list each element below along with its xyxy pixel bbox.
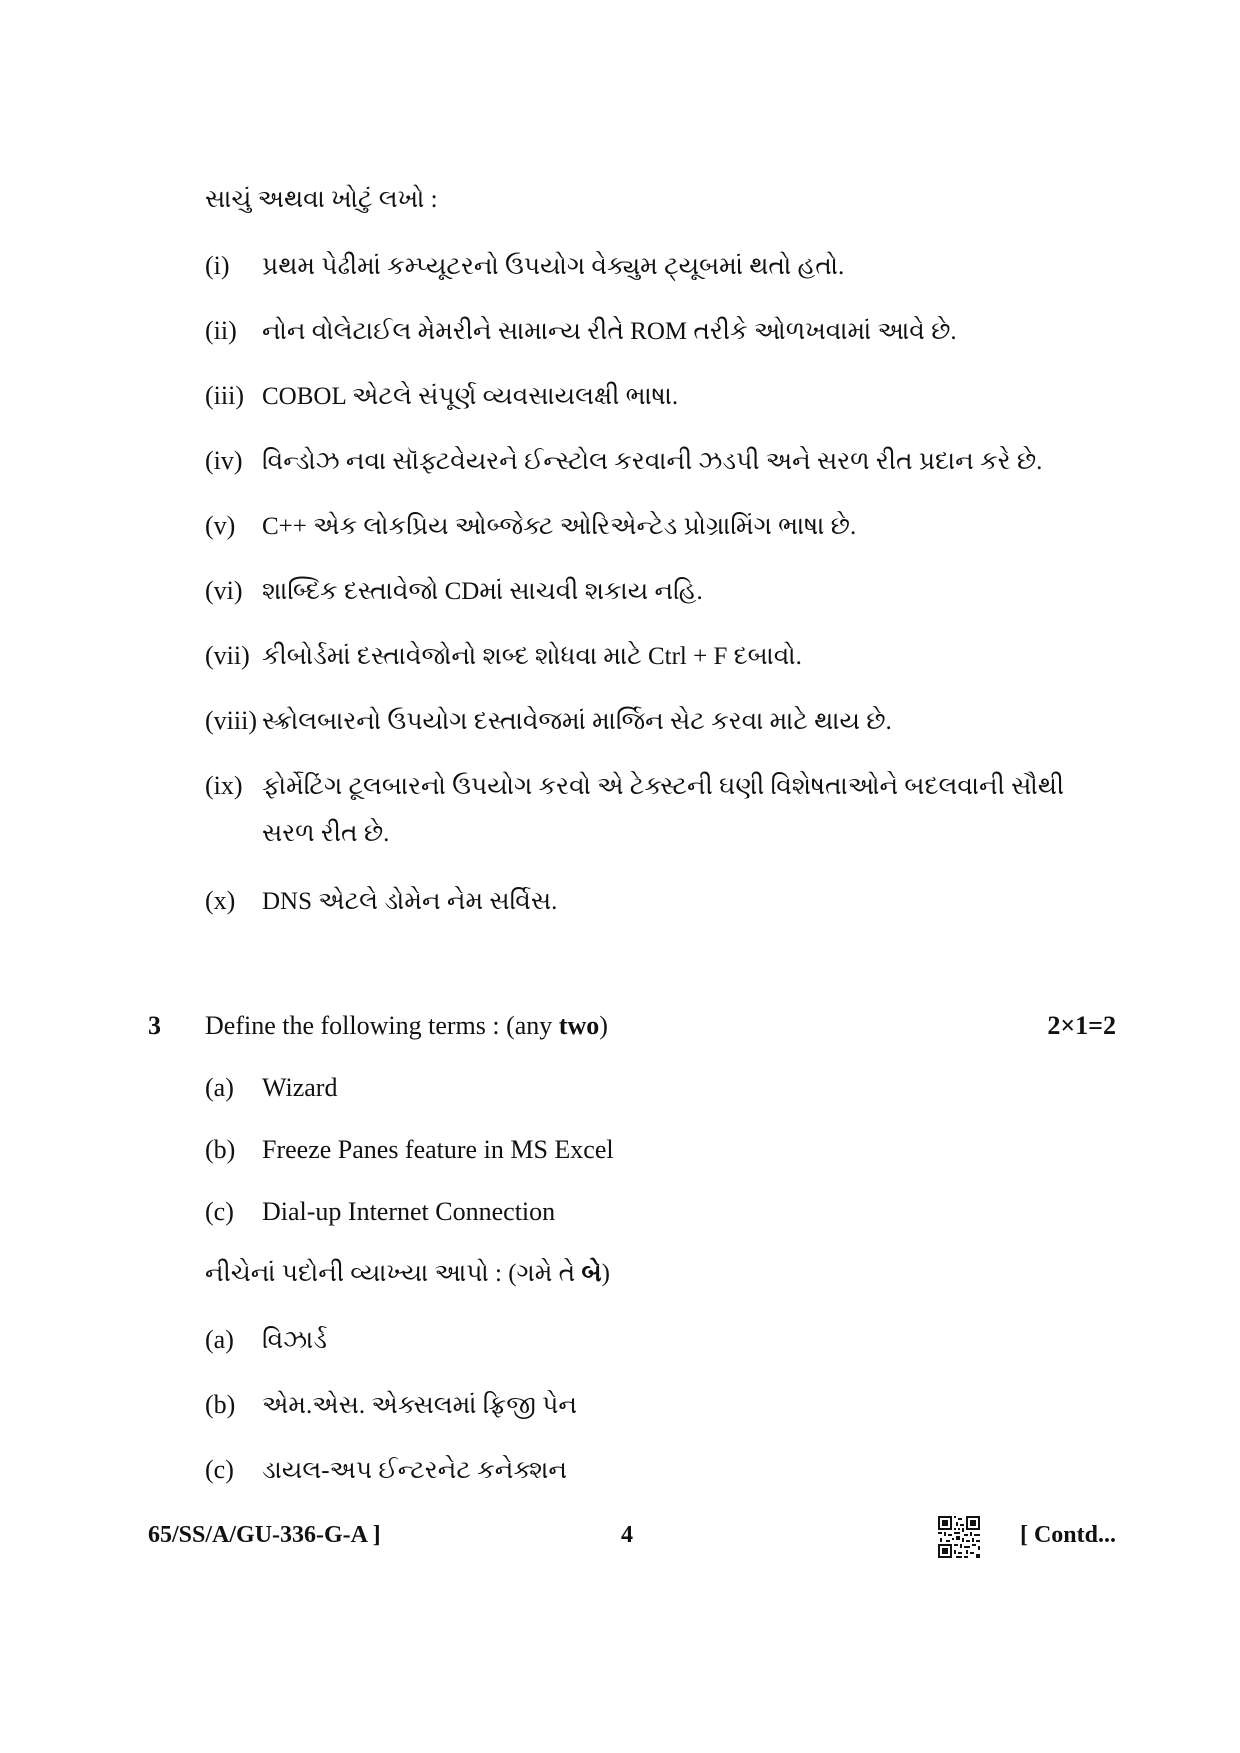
question-prompt [205,1011,608,1041]
continued-label: [ Contd... [1019,1522,1116,1548]
item-number: (iv) [205,446,243,475]
item-text: Dial-up Internet Connection [262,1197,556,1226]
item-number: (b) [205,1390,236,1419]
item-text: ફોર્મેટિંગ ટૂલબારનો ઉપયોગ કરવો એ ટેક્સ્ટની ઘણી વિશેષતાઓને બદલવાની સૌથી [262,773,1065,800]
list-item [205,316,957,346]
list-item [205,886,557,916]
prompt-close: ) [599,1011,608,1040]
item-number: (vi) [205,576,243,605]
item-text: Wizard [262,1073,338,1102]
item-number: (viii) [205,706,257,735]
item-text: COBOL એટલે સંપૂર્ણ વ્યવસાયલક્ષી ભાષા. [262,383,679,410]
list-item [205,576,703,606]
prompt-close: ) [601,1260,610,1287]
list-item [205,381,678,411]
list-item [205,1135,614,1165]
list-item [205,641,802,671]
item-number: (v) [205,511,236,540]
list-item [205,706,892,736]
list-item [205,1197,555,1227]
item-number: (ii) [205,316,237,345]
list-item [205,1390,577,1420]
item-text-continuation: સરળ રીત છે. [262,820,390,847]
gujarati-prompt [205,1260,610,1288]
item-text: વિન્ડોઝ નવા સૉફ્ટવેયરને ઈન્સ્ટોલ કરવાની ઝડપી અને સરળ રીત પ્રદાન કરે છે. [262,448,1043,475]
item-text: DNS એટલે ડોમેન નેમ સર્વિસ. [262,888,558,915]
paper-code: 65/SS/A/GU-336-G-A ] [148,1522,381,1548]
list-item [205,1325,327,1355]
item-text: ડાયલ-અપ ઈન્ટરનેટ કનેક્શન [262,1457,568,1484]
item-number: (a) [205,1325,234,1354]
item-text: Freeze Panes feature in MS Excel [262,1135,614,1164]
item-number: (c) [205,1455,234,1484]
page-number: 4 [621,1522,633,1548]
item-number: (iii) [205,381,244,410]
tf-heading: સાચું અથવા ખોટું લખો : [205,186,438,213]
list-item [205,511,856,541]
item-text: વિઝાર્ડ [262,1327,327,1354]
list-item [205,446,1042,476]
item-number: (c) [205,1197,234,1226]
item-text: C++ એક લોકપ્રિય ઓબ્જેક્ટ ઓરિએન્ટેડ પ્રોગ્રામિંગ ભાષા છે. [262,513,857,540]
item-number: (x) [205,886,236,915]
item-text: કીબોર્ડમાં દસ્તાવેજોનો શબ્દ શોધવા માટે Ctrl + F દબાવો. [262,643,802,670]
question-number: 3 [148,1011,161,1040]
prompt-emphasis: બે [581,1260,602,1287]
prompt-text: Define the following terms : (any [205,1011,559,1040]
item-number: (vii) [205,641,250,670]
item-text: શાબ્દિક દસ્તાવેજો CDમાં સાચવી શકાય નહિ. [262,578,703,605]
list-item [205,251,844,281]
item-number: (b) [205,1135,236,1164]
item-number: (ix) [205,771,243,800]
list-item [205,1073,337,1103]
prompt-emphasis: two [558,1011,600,1040]
item-number: (i) [205,251,230,280]
item-number: (a) [205,1073,234,1102]
prompt-text: નીચેનાં પદોની વ્યાખ્યા આપો : (ગમે તે [205,1260,582,1287]
item-text: પ્રથમ પેઢીમાં કમ્પ્યૂટરનો ઉપયોગ વેક્યુમ ટ્યૂબમાં થતો હતો. [262,253,845,280]
marks-label: 2×1=2 [1047,1011,1116,1040]
qr-code-icon [938,1516,980,1558]
list-item [205,771,1064,801]
item-text: સ્ક્રોલબારનો ઉપયોગ દસ્તાવેજમાં માર્જિન સેટ કરવા માટે થાય છે. [262,708,892,735]
list-item [205,1455,567,1485]
item-text: નોન વોલેટાઈલ મેમરીને સામાન્ય રીતે ROM તરીકે ઓળખવામાં આવે છે. [262,318,957,345]
item-text: એમ.એસ. એક્સલમાં ફ્રિજી પેન [262,1392,577,1419]
